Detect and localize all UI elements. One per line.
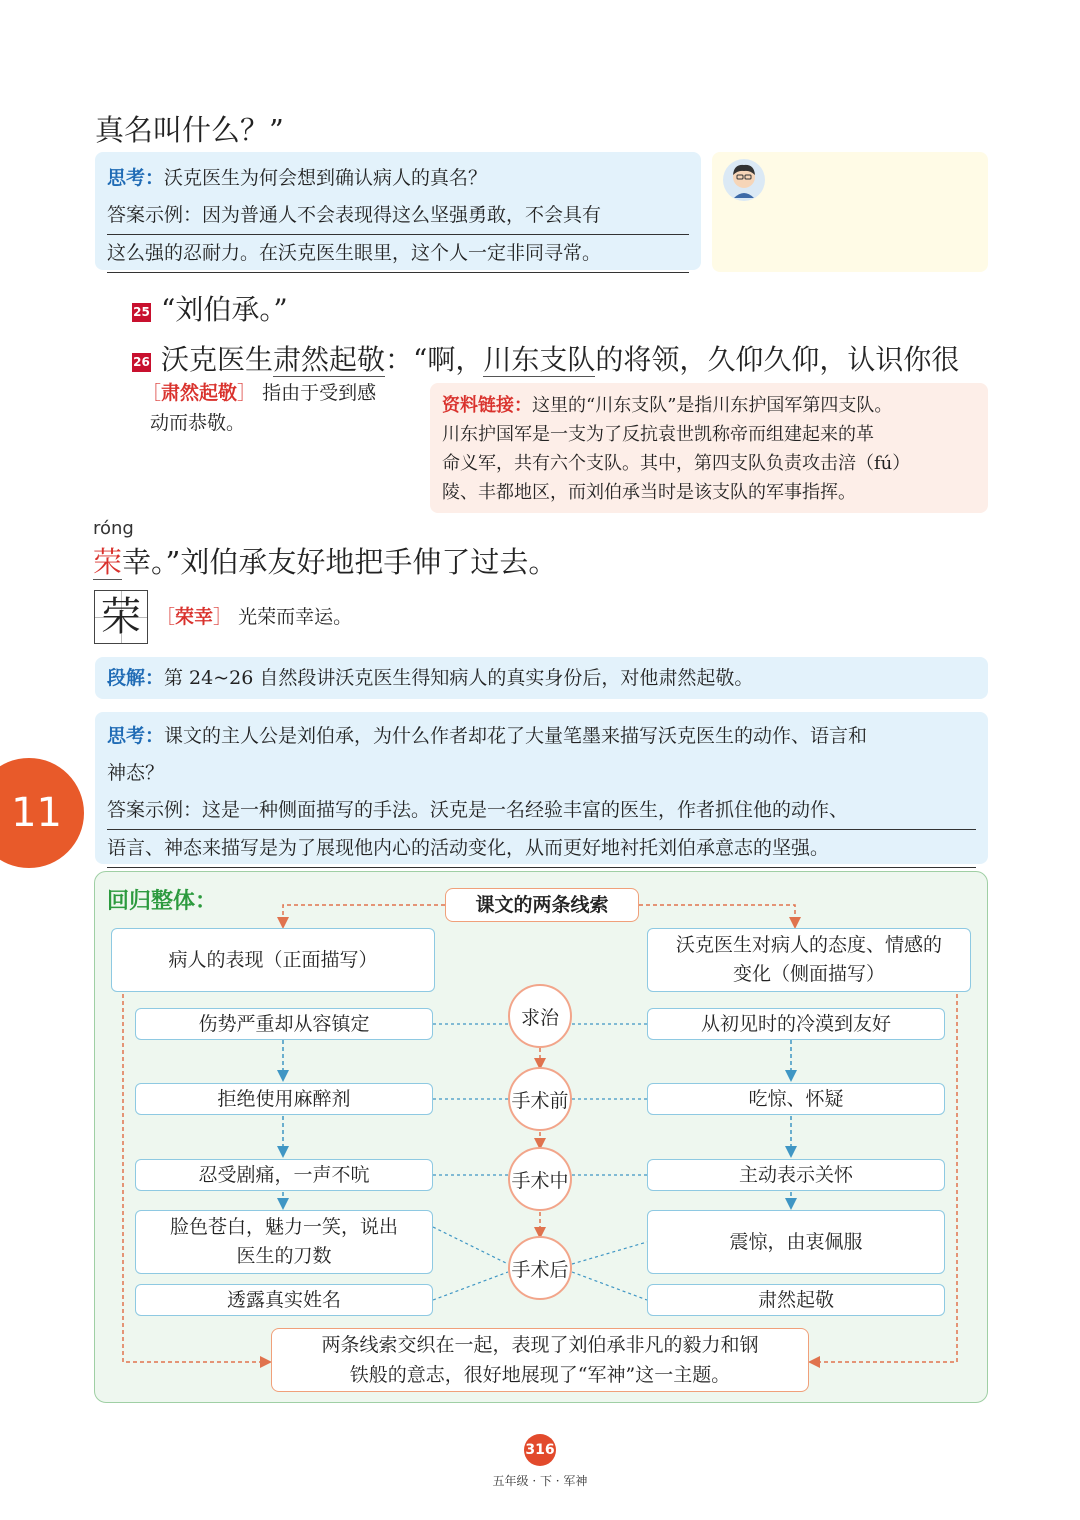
think-question-1: 课文的主人公是刘伯承，为什么作者却花了大量笔墨来描写沃克医生的动作、语言和	[164, 725, 868, 747]
left-item-3: 忍受剧痛，一声不吭	[135, 1159, 433, 1191]
left-header: 病人的表现（正面描写）	[111, 928, 435, 992]
node-shoushuqian: 手术前	[508, 1067, 572, 1131]
think-box-2	[95, 712, 988, 864]
clue-diagram	[94, 871, 988, 1403]
think-answer-line-2: 语言、神态来描写是为了展现他内心的活动变化，从而更好地衬托刘伯承意志的坚强。	[107, 830, 976, 868]
character-box: 荣	[94, 590, 148, 644]
think-box-1	[95, 152, 701, 270]
gloss-rongxing	[156, 602, 352, 632]
left-item-4-line-2: 医生的刀数	[236, 1245, 332, 1267]
reference-line-1: 这里的“川东支队”是指川东护国军第四支队。	[532, 395, 893, 416]
paragraph-number: 26	[132, 353, 151, 372]
avatar-icon	[722, 158, 766, 202]
paragraph-text: “刘伯承。”	[161, 293, 288, 326]
left-item-2: 拒绝使用麻醉剂	[135, 1083, 433, 1115]
reference-box	[430, 383, 988, 513]
gloss-def-2: 动而恭敬。	[150, 412, 246, 434]
think-label: 思考：	[107, 167, 165, 189]
text-top-line: 真名叫什么？”	[95, 113, 284, 147]
conclusion-box	[271, 1328, 809, 1392]
left-item-4-line-1: 脸色苍白，魅力一笑，说出	[169, 1216, 398, 1238]
node-shoushuzhong: 手术中	[508, 1147, 572, 1211]
paragraph-number: 25	[132, 303, 151, 322]
bracket-open: ［	[142, 382, 162, 404]
right-item-4: 震惊，由衷佩服	[647, 1210, 945, 1274]
reference-line-2: 川东护国军是一支为了反抗袁世凯称帝而组建起来的革	[442, 424, 874, 445]
paragraph-rong	[93, 540, 557, 581]
paragraph-text-c: ：“啊，	[385, 343, 484, 376]
paragraph-26	[132, 338, 959, 378]
pinyin-rong: róng	[93, 518, 134, 539]
think-answer-line-2: 这么强的忍耐力。在沃克医生眼里，这个人一定非同寻常。	[107, 235, 689, 273]
page-number: 316	[524, 1434, 556, 1466]
paragraph-25	[132, 288, 288, 328]
right-header-line-2: 变化（侧面描写）	[732, 963, 885, 985]
think-question-2: 神态？	[107, 762, 165, 784]
right-header-line-1: 沃克医生对病人的态度、情感的	[675, 934, 942, 956]
conclusion-line-2: 铁般的意志，很好地展现了“军神”这一主题。	[349, 1364, 731, 1386]
node-shoushuhou: 手术后	[508, 1236, 572, 1300]
paragraph-text-a: 沃克医生	[161, 343, 274, 376]
rong-rest: 幸。”刘伯承友好地把手伸了过去。	[122, 545, 558, 579]
bracket-close: ］	[237, 382, 257, 404]
diagram-title: 课文的两条线索	[445, 888, 639, 922]
think-question: 沃克医生为何会想到确认病人的真名？	[164, 167, 488, 189]
duanjie-box	[95, 657, 988, 699]
think-label: 思考：	[107, 725, 165, 747]
right-item-1: 从初见时的冷漠到友好	[647, 1008, 945, 1040]
keyword-chuandong: 川东支队	[483, 343, 596, 376]
reference-label: 资料链接：	[442, 395, 532, 416]
right-item-2: 吃惊、怀疑	[647, 1083, 945, 1115]
gloss-def-1: 指由于受到感	[262, 382, 377, 404]
gloss-suranqijing	[142, 378, 376, 438]
think-answer-line-1: 答案示例：这是一种侧面描写的手法。沃克是一名经验丰富的医生，作者抓住他的动作、	[107, 792, 976, 830]
reference-line-4: 陵、丰都地区，而刘伯承当时是该支队的军事指挥。	[442, 482, 856, 503]
duanjie-label: 段解：	[107, 667, 165, 689]
right-item-5: 肃然起敬	[647, 1284, 945, 1316]
node-qiuzhi: 求治	[508, 984, 572, 1048]
reference-line-3: 命义军，共有六个支队。其中，第四支队负责攻击涪（fú）	[442, 453, 911, 474]
bracket-open: ［	[156, 606, 176, 628]
duanjie-text: 第 24~26 自然段讲沃克医生得知病人的真实身份后，对他肃然起敬。	[164, 667, 754, 689]
think-answer-line-1: 答案示例：因为普通人不会表现得这么坚强勇敢，不会具有	[107, 197, 689, 235]
gloss-def: 光荣而幸运。	[238, 606, 353, 628]
bracket-close: ］	[213, 606, 233, 628]
footer-caption: 五年级 · 下 · 军神	[492, 1474, 588, 1488]
right-header	[647, 928, 971, 992]
right-item-3: 主动表示关怀	[647, 1159, 945, 1191]
left-item-1: 伤势严重却从容镇定	[135, 1008, 433, 1040]
keyword-suran: 肃然起敬	[273, 343, 386, 376]
left-item-5: 透露真实姓名	[135, 1284, 433, 1316]
paragraph-text-e: 的将领，久仰久仰，认识你很	[595, 343, 960, 376]
diagram-heading: 回归整体：	[107, 889, 218, 914]
gloss-term: 荣幸	[175, 606, 214, 628]
left-item-4	[135, 1210, 433, 1274]
conclusion-line-1: 两条线索交织在一起，表现了刘伯承非凡的毅力和钢	[321, 1334, 759, 1356]
rong-char: 荣	[93, 545, 123, 579]
lesson-number-badge: 11	[0, 758, 84, 868]
gloss-term: 肃然起敬	[161, 382, 238, 404]
